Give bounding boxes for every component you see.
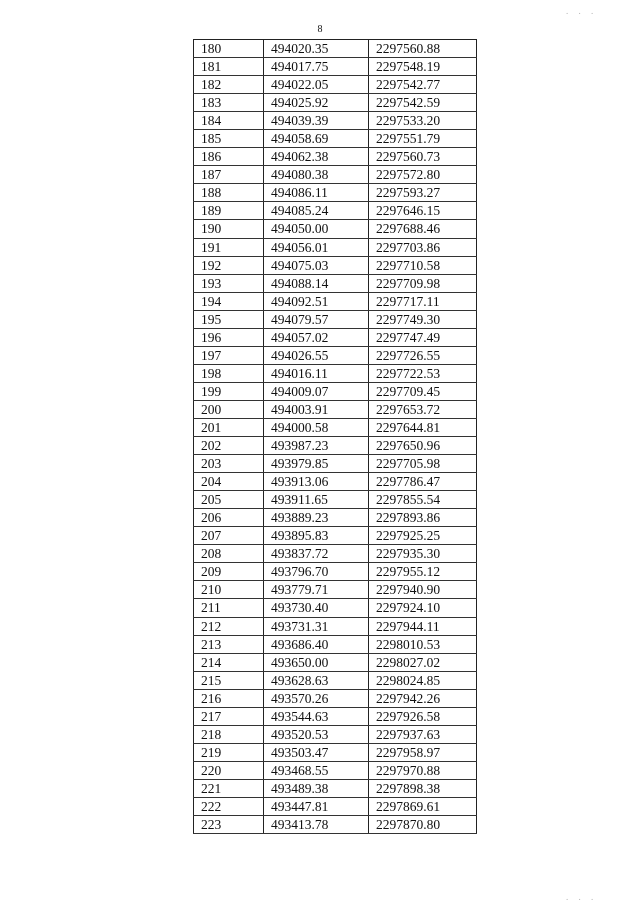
y-coordinate-cell: 2297935.30 xyxy=(369,545,477,563)
y-coordinate-cell: 2297551.79 xyxy=(369,130,477,148)
table-row xyxy=(194,310,477,328)
y-coordinate-cell: 2297870.80 xyxy=(369,816,477,834)
x-coordinate-cell: 494020.35 xyxy=(264,40,369,58)
table-row xyxy=(194,581,477,599)
point-number-cell: 188 xyxy=(194,184,264,202)
x-coordinate-cell: 494062.38 xyxy=(264,148,369,166)
x-coordinate-cell: 493889.23 xyxy=(264,509,369,527)
point-number-cell: 216 xyxy=(194,689,264,707)
point-number-cell: 182 xyxy=(194,76,264,94)
point-number-cell: 221 xyxy=(194,779,264,797)
table-row xyxy=(194,76,477,94)
table-row xyxy=(194,563,477,581)
table-row xyxy=(194,400,477,418)
table-row xyxy=(194,509,477,527)
y-coordinate-cell: 2297560.73 xyxy=(369,148,477,166)
x-coordinate-cell: 493628.63 xyxy=(264,671,369,689)
table-row xyxy=(194,653,477,671)
y-coordinate-cell: 2297924.10 xyxy=(369,599,477,617)
point-number-cell: 181 xyxy=(194,58,264,76)
table-row xyxy=(194,491,477,509)
x-coordinate-cell: 494085.24 xyxy=(264,202,369,220)
x-coordinate-cell: 493468.55 xyxy=(264,761,369,779)
table-row xyxy=(194,220,477,238)
point-number-cell: 212 xyxy=(194,617,264,635)
table-row xyxy=(194,779,477,797)
table-row xyxy=(194,473,477,491)
point-number-cell: 205 xyxy=(194,491,264,509)
y-coordinate-cell: 2297542.77 xyxy=(369,76,477,94)
point-number-cell: 198 xyxy=(194,364,264,382)
y-coordinate-cell: 2297560.88 xyxy=(369,40,477,58)
table-row xyxy=(194,707,477,725)
x-coordinate-cell: 493987.23 xyxy=(264,437,369,455)
x-coordinate-cell: 493489.38 xyxy=(264,779,369,797)
point-number-cell: 220 xyxy=(194,761,264,779)
point-number-cell: 210 xyxy=(194,581,264,599)
x-coordinate-cell: 493913.06 xyxy=(264,473,369,491)
point-number-cell: 223 xyxy=(194,816,264,834)
table-row xyxy=(194,112,477,130)
table-row xyxy=(194,238,477,256)
y-coordinate-cell: 2297593.27 xyxy=(369,184,477,202)
x-coordinate-cell: 493730.40 xyxy=(264,599,369,617)
x-coordinate-cell: 494075.03 xyxy=(264,256,369,274)
table-row xyxy=(194,364,477,382)
table-row xyxy=(194,527,477,545)
point-number-cell: 214 xyxy=(194,653,264,671)
y-coordinate-cell: 2297749.30 xyxy=(369,310,477,328)
x-coordinate-cell: 494000.58 xyxy=(264,418,369,436)
point-number-cell: 209 xyxy=(194,563,264,581)
table-row xyxy=(194,635,477,653)
table-row xyxy=(194,328,477,346)
point-number-cell: 202 xyxy=(194,437,264,455)
x-coordinate-cell: 493779.71 xyxy=(264,581,369,599)
y-coordinate-cell: 2298010.53 xyxy=(369,635,477,653)
x-coordinate-cell: 494050.00 xyxy=(264,220,369,238)
point-number-cell: 195 xyxy=(194,310,264,328)
point-number-cell: 191 xyxy=(194,238,264,256)
y-coordinate-cell: 2297958.97 xyxy=(369,743,477,761)
point-number-cell: 194 xyxy=(194,292,264,310)
x-coordinate-cell: 494057.02 xyxy=(264,328,369,346)
x-coordinate-cell: 494022.05 xyxy=(264,76,369,94)
x-coordinate-cell: 494016.11 xyxy=(264,364,369,382)
point-number-cell: 217 xyxy=(194,707,264,725)
y-coordinate-cell: 2297542.59 xyxy=(369,94,477,112)
y-coordinate-cell: 2297944.11 xyxy=(369,617,477,635)
y-coordinate-cell: 2297893.86 xyxy=(369,509,477,527)
table-row xyxy=(194,148,477,166)
table-row xyxy=(194,292,477,310)
x-coordinate-cell: 493447.81 xyxy=(264,797,369,815)
table-row xyxy=(194,671,477,689)
y-coordinate-cell: 2297705.98 xyxy=(369,455,477,473)
point-number-cell: 193 xyxy=(194,274,264,292)
table-row xyxy=(194,689,477,707)
coordinates-table xyxy=(193,39,477,834)
point-number-cell: 189 xyxy=(194,202,264,220)
point-number-cell: 213 xyxy=(194,635,264,653)
x-coordinate-cell: 493686.40 xyxy=(264,635,369,653)
point-number-cell: 211 xyxy=(194,599,264,617)
scan-specks-bottom: . . . xyxy=(566,892,598,902)
y-coordinate-cell: 2297710.58 xyxy=(369,256,477,274)
point-number-cell: 187 xyxy=(194,166,264,184)
point-number-cell: 208 xyxy=(194,545,264,563)
x-coordinate-cell: 494080.38 xyxy=(264,166,369,184)
point-number-cell: 204 xyxy=(194,473,264,491)
x-coordinate-cell: 494079.57 xyxy=(264,310,369,328)
y-coordinate-cell: 2297747.49 xyxy=(369,328,477,346)
point-number-cell: 196 xyxy=(194,328,264,346)
point-number-cell: 192 xyxy=(194,256,264,274)
point-number-cell: 218 xyxy=(194,725,264,743)
page-number: 8 xyxy=(317,24,323,35)
x-coordinate-cell: 494009.07 xyxy=(264,382,369,400)
y-coordinate-cell: 2297533.20 xyxy=(369,112,477,130)
y-coordinate-cell: 2297925.25 xyxy=(369,527,477,545)
x-coordinate-cell: 494039.39 xyxy=(264,112,369,130)
point-number-cell: 215 xyxy=(194,671,264,689)
table-row xyxy=(194,382,477,400)
y-coordinate-cell: 2297786.47 xyxy=(369,473,477,491)
table-row xyxy=(194,437,477,455)
table-row xyxy=(194,725,477,743)
point-number-cell: 197 xyxy=(194,346,264,364)
table-row xyxy=(194,455,477,473)
point-number-cell: 185 xyxy=(194,130,264,148)
point-number-cell: 222 xyxy=(194,797,264,815)
y-coordinate-cell: 2297970.88 xyxy=(369,761,477,779)
x-coordinate-cell: 493503.47 xyxy=(264,743,369,761)
point-number-cell: 183 xyxy=(194,94,264,112)
point-number-cell: 206 xyxy=(194,509,264,527)
point-number-cell: 203 xyxy=(194,455,264,473)
x-coordinate-cell: 493413.78 xyxy=(264,816,369,834)
point-number-cell: 199 xyxy=(194,382,264,400)
x-coordinate-cell: 493570.26 xyxy=(264,689,369,707)
y-coordinate-cell: 2297940.90 xyxy=(369,581,477,599)
x-coordinate-cell: 494086.11 xyxy=(264,184,369,202)
x-coordinate-cell: 493796.70 xyxy=(264,563,369,581)
x-coordinate-cell: 494003.91 xyxy=(264,400,369,418)
x-coordinate-cell: 494058.69 xyxy=(264,130,369,148)
x-coordinate-cell: 493650.00 xyxy=(264,653,369,671)
y-coordinate-cell: 2297898.38 xyxy=(369,779,477,797)
x-coordinate-cell: 493979.85 xyxy=(264,455,369,473)
y-coordinate-cell: 2297855.54 xyxy=(369,491,477,509)
table-row xyxy=(194,599,477,617)
point-number-cell: 186 xyxy=(194,148,264,166)
y-coordinate-cell: 2297548.19 xyxy=(369,58,477,76)
point-number-cell: 219 xyxy=(194,743,264,761)
table-row xyxy=(194,274,477,292)
y-coordinate-cell: 2297926.58 xyxy=(369,707,477,725)
y-coordinate-cell: 2297703.86 xyxy=(369,238,477,256)
y-coordinate-cell: 2297955.12 xyxy=(369,563,477,581)
table-row xyxy=(194,797,477,815)
y-coordinate-cell: 2297653.72 xyxy=(369,400,477,418)
y-coordinate-cell: 2297722.53 xyxy=(369,364,477,382)
x-coordinate-cell: 493731.31 xyxy=(264,617,369,635)
y-coordinate-cell: 2298024.85 xyxy=(369,671,477,689)
x-coordinate-cell: 494026.55 xyxy=(264,346,369,364)
point-number-cell: 201 xyxy=(194,418,264,436)
table-row xyxy=(194,761,477,779)
y-coordinate-cell: 2297650.96 xyxy=(369,437,477,455)
y-coordinate-cell: 2298027.02 xyxy=(369,653,477,671)
y-coordinate-cell: 2297688.46 xyxy=(369,220,477,238)
table-row xyxy=(194,202,477,220)
y-coordinate-cell: 2297572.80 xyxy=(369,166,477,184)
point-number-cell: 180 xyxy=(194,40,264,58)
table-row xyxy=(194,130,477,148)
y-coordinate-cell: 2297726.55 xyxy=(369,346,477,364)
y-coordinate-cell: 2297942.26 xyxy=(369,689,477,707)
table-row xyxy=(194,256,477,274)
y-coordinate-cell: 2297937.63 xyxy=(369,725,477,743)
x-coordinate-cell: 493520.53 xyxy=(264,725,369,743)
point-number-cell: 207 xyxy=(194,527,264,545)
table-row xyxy=(194,40,477,58)
x-coordinate-cell: 493544.63 xyxy=(264,707,369,725)
y-coordinate-cell: 2297646.15 xyxy=(369,202,477,220)
x-coordinate-cell: 494017.75 xyxy=(264,58,369,76)
table-row xyxy=(194,184,477,202)
table-row xyxy=(194,418,477,436)
y-coordinate-cell: 2297709.98 xyxy=(369,274,477,292)
x-coordinate-cell: 494025.92 xyxy=(264,94,369,112)
x-coordinate-cell: 494088.14 xyxy=(264,274,369,292)
point-number-cell: 200 xyxy=(194,400,264,418)
table-row xyxy=(194,617,477,635)
y-coordinate-cell: 2297709.45 xyxy=(369,382,477,400)
x-coordinate-cell: 493895.83 xyxy=(264,527,369,545)
coordinates-table-body xyxy=(194,40,477,834)
table-row xyxy=(194,816,477,834)
table-row xyxy=(194,743,477,761)
table-row xyxy=(194,346,477,364)
point-number-cell: 184 xyxy=(194,112,264,130)
y-coordinate-cell: 2297869.61 xyxy=(369,797,477,815)
point-number-cell: 190 xyxy=(194,220,264,238)
table-row xyxy=(194,94,477,112)
x-coordinate-cell: 494092.51 xyxy=(264,292,369,310)
table-row xyxy=(194,545,477,563)
x-coordinate-cell: 493837.72 xyxy=(264,545,369,563)
y-coordinate-cell: 2297717.11 xyxy=(369,292,477,310)
scan-specks-top: . . . xyxy=(566,6,598,16)
table-row xyxy=(194,58,477,76)
y-coordinate-cell: 2297644.81 xyxy=(369,418,477,436)
x-coordinate-cell: 494056.01 xyxy=(264,238,369,256)
x-coordinate-cell: 493911.65 xyxy=(264,491,369,509)
table-row xyxy=(194,166,477,184)
